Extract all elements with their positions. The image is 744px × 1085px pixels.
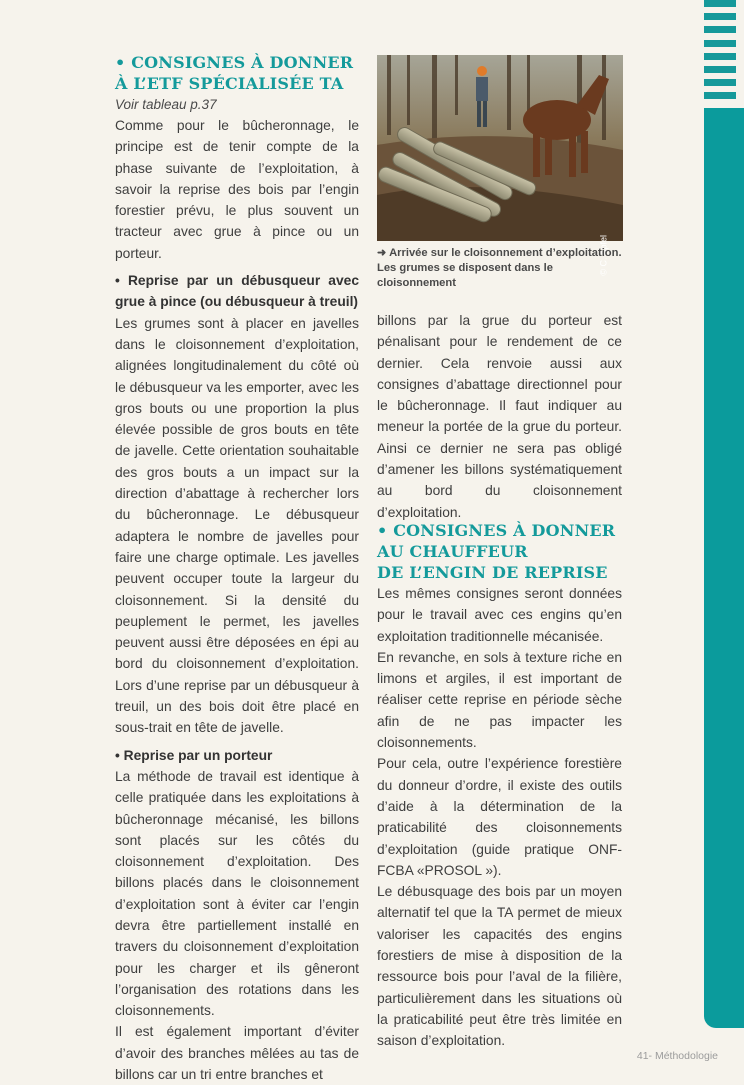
section-heading-etf	[115, 52, 359, 94]
photo-caption: ➜ Arrivée sur le cloisonnement d’exploitation. Les grumes se disposent dans le cloisonnement	[377, 247, 622, 289]
paragraph-porteur: La méthode de travail est identique à celle pratiquée dans les exploitations à bûcheronnage mécanisé, les billons sont placés sur les côtés du cloisonnement d’exploitation. Des billons placés dans le cloisonnement d’exploitation sont à éviter car l’engin devra être partiellement installé en travers du cloisonnement d’exploitation pour les charger et ils gêneront l’organisation des rotations dans les cloisonnements.	[115, 768, 359, 1019]
paragraph-debusquage: Le débusquage des bois par un moyen alternatif tel que la TA permet de mieux valoriser les capacités des engins forestiers de mise à disposition de la ressource bois pour l’aval de la filière, particulièrement dans les situations où la praticabilité peut être très limitée en saison d’exploitation.	[377, 884, 622, 1049]
paragraph-sols: En revanche, en sols à texture riche en limons et argiles, il est important de réaliser cette reprise en période sèche afin de ne pas impacter les cloisonnements.	[377, 649, 622, 751]
photo-credit: © C. Apfel	[599, 235, 609, 276]
intro-paragraph: Comme pour le bûcheronnage, le principe est de tenir compte de la phase suivante de l’exploitation, à savoir la reprise des bois par l’engin forestier prévu, le plus souvent un tracteur avec grue à pince ou un porteur.	[115, 118, 359, 261]
forest-horse-image	[377, 55, 623, 241]
section-tab-bar	[704, 108, 744, 1028]
heading-line: • CONSIGNES À DONNER	[377, 521, 616, 540]
left-column	[115, 52, 359, 1085]
section-heading-chauffeur	[377, 520, 622, 583]
heading-line: • CONSIGNES À DONNER	[115, 53, 354, 72]
right-column-continuation	[377, 310, 622, 523]
paragraph-continuation: billons par la grue du porteur est pénalisant pour le rendement de ce dernier. Cela renvoie aussi aux consignes d’abattage directionnel pour le bûcheronnage. Il faut indiquer au meneur la portée de la grue du porteur. Ainsi ce dernier ne sera pas obligé d’amener les billons systématiquement au bord du cloisonnement d’exploitation.	[377, 313, 622, 520]
heading-line: À L’ETF SPÉCIALISÉE TA	[115, 74, 344, 93]
table-reference: Voir tableau p.37	[115, 97, 217, 112]
page-footer: 41- Méthodologie	[636, 1050, 718, 1062]
heading-line: AU CHAUFFEUR	[377, 542, 528, 561]
subheading-debusqueur: • Reprise par un débusqueur avec grue à pince (ou débusqueur à treuil)	[115, 273, 359, 310]
right-column-section	[377, 520, 622, 1052]
subheading-porteur: • Reprise par un porteur	[115, 747, 273, 763]
paragraph-debusqueur: Les grumes sont à placer en javelles dans le cloisonnement d’exploitation, alignées longitudinalement du côté où le débusqueur va les emporter, avec les gros bouts ou une proportion la plus élevée possible de gros bouts en tête de javelle. Cette orientation souhaitable des gros bouts a un impact sur la direction d’abattage à rechercher lors du bûcheronnage. Le débusqueur adaptera le nombre de javelles pour faire une charge optimale. Les javelles peuvent occuper toute la largeur du cloisonnement. Si la densité du peuplement le permet, les javelles peuvent aussi être déposées en épi au bord du cloisonnement d’exploitation. Lors d’une reprise par un débusqueur à treuil, un des bois doit être placé en sous-trait en tête de javelle.	[115, 315, 359, 736]
paragraph-branches: Il est également important d’éviter d’avoir des branches mêlées au tas de billons car un tri entre branches et	[115, 1024, 359, 1083]
paragraph-consignes: Les mêmes consignes seront données pour le travail avec ces engins qu’en exploitation traditionnelle mécanisée.	[377, 586, 622, 644]
paragraph-outils: Pour cela, outre l’expérience forestière du donneur d’ordre, il existe des outils d’aide à la détermination de la praticabilité des cloisonnements d’exploitation (guide pratique ONF-FCBA «PROSOL »).	[377, 756, 622, 878]
heading-line: DE L’ENGIN DE REPRISE	[377, 563, 608, 582]
